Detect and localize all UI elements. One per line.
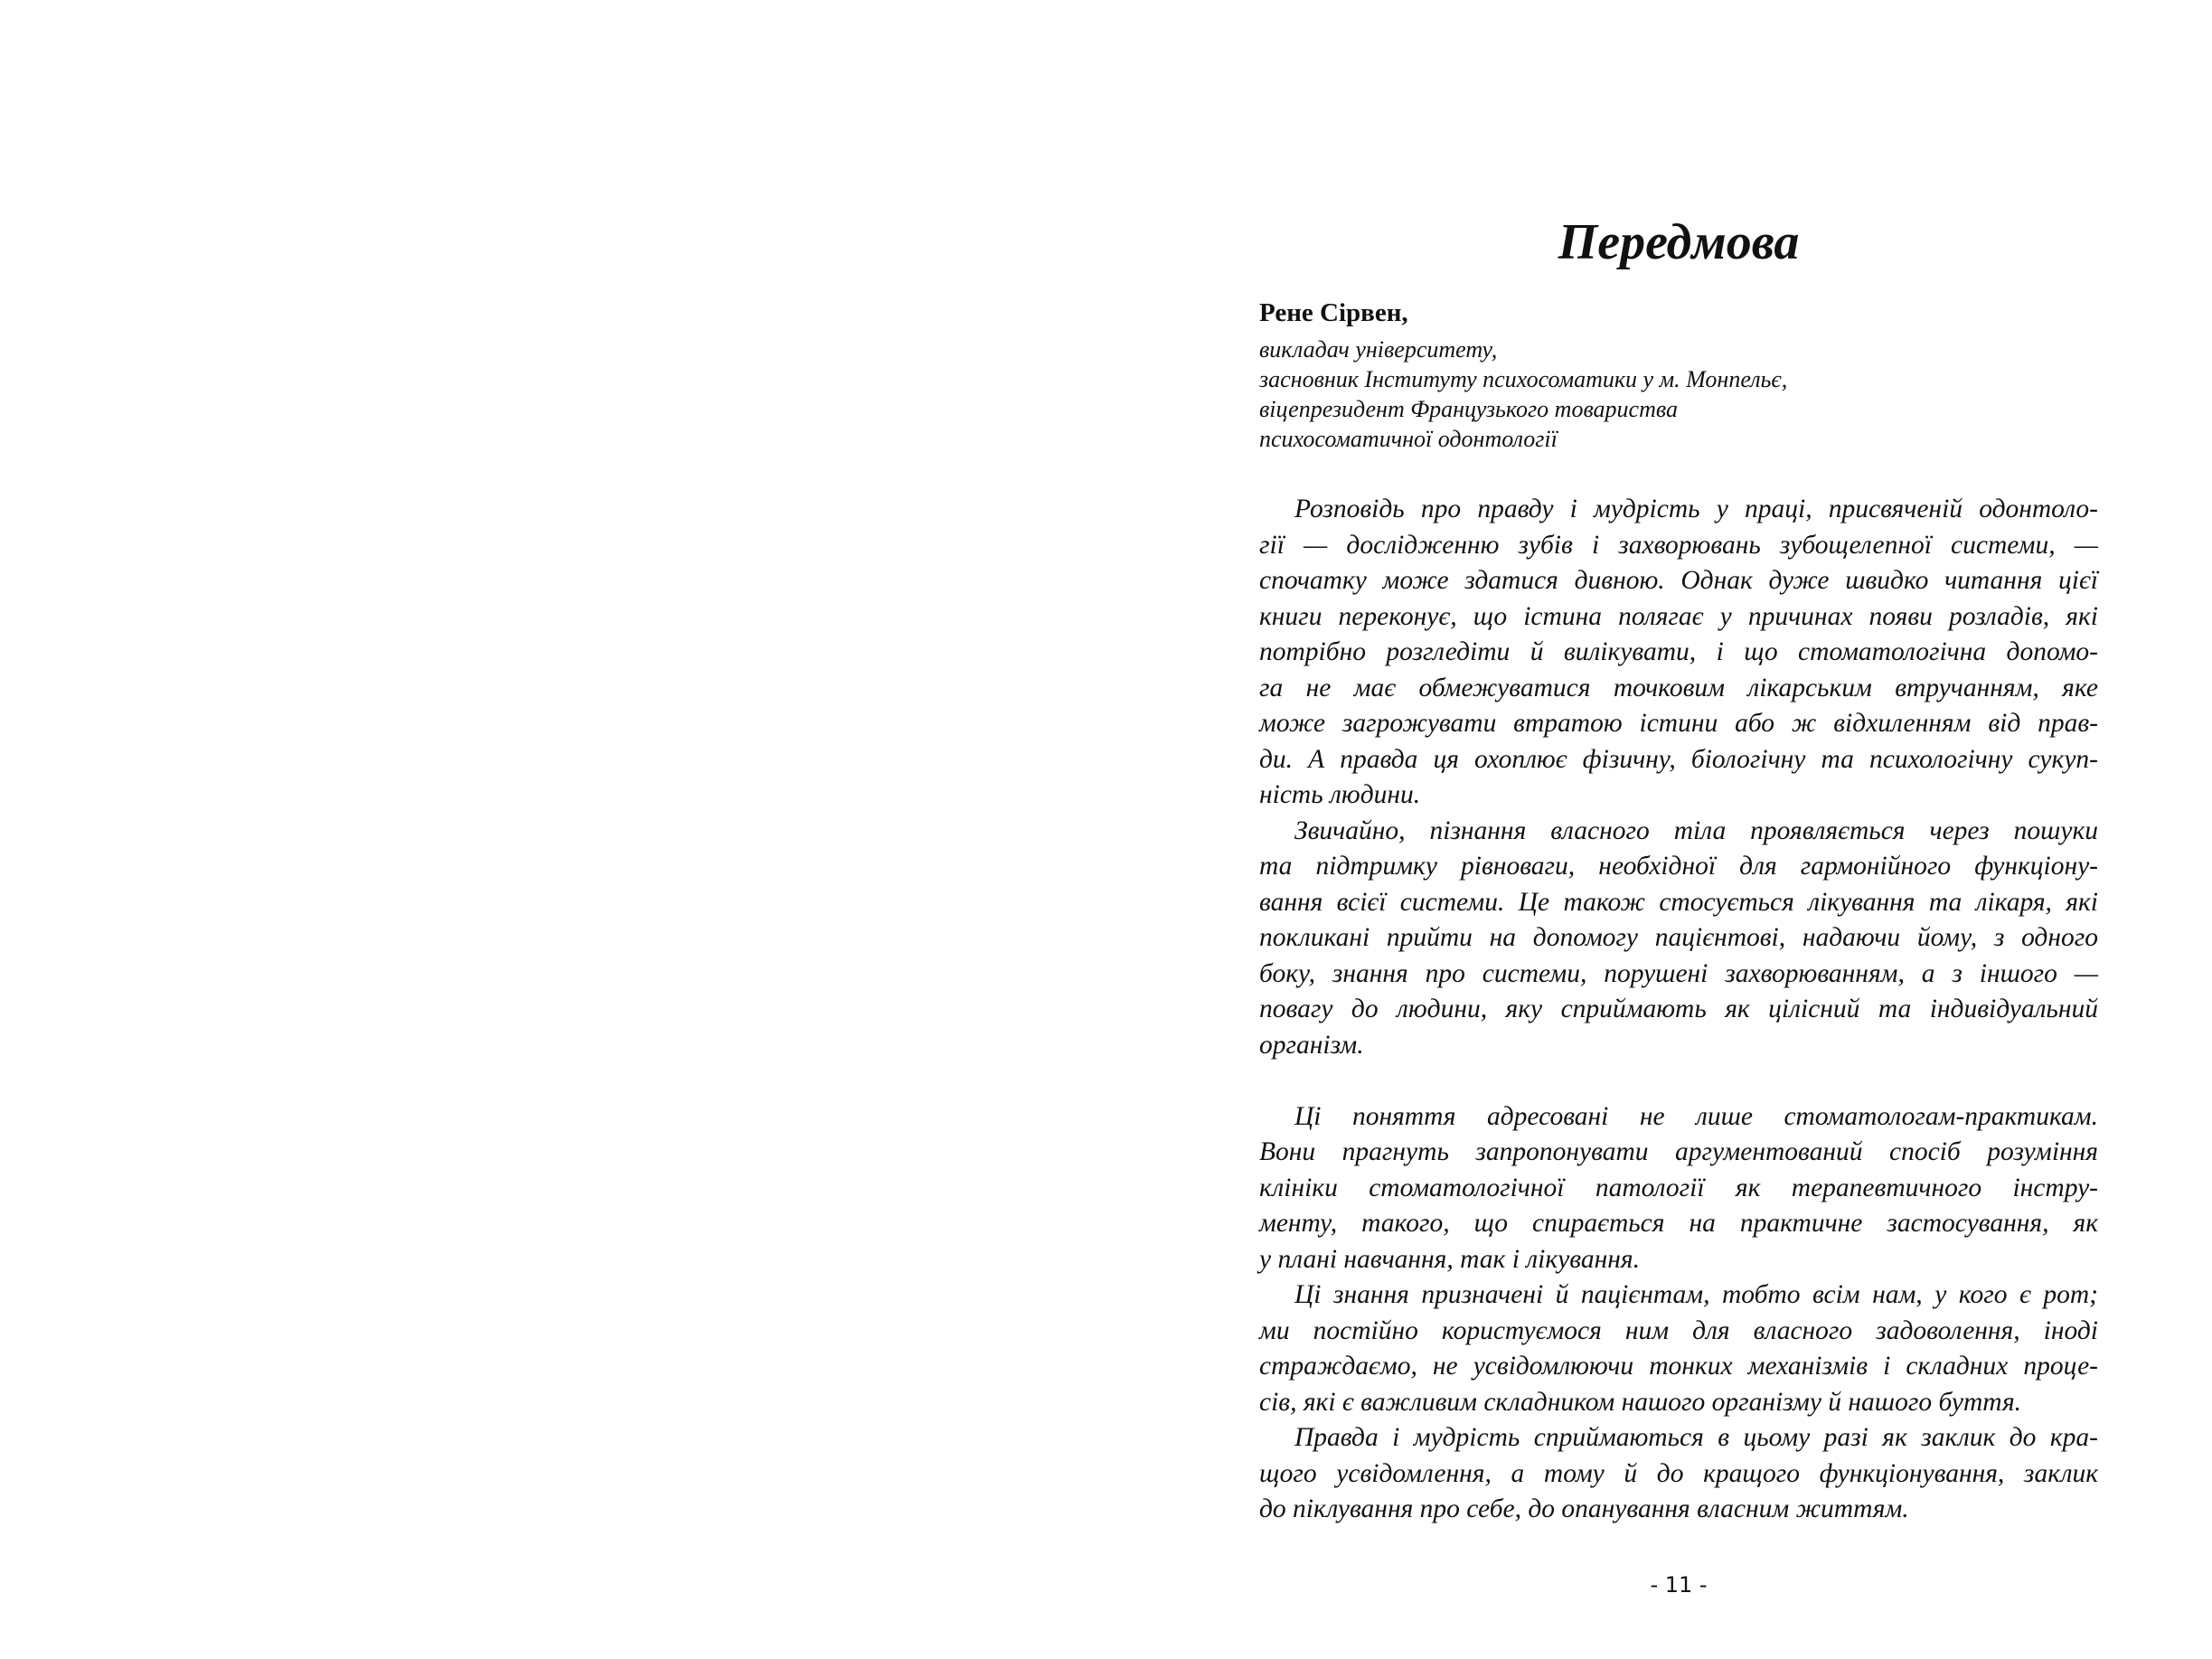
paragraph-line: спочатку може здатися дивною. Однак дуже швидко читання цієї xyxy=(1259,566,2098,595)
paragraph-line: ність людини. xyxy=(1259,780,1421,809)
paragraph-line: га не має обмежуватися точковим лікарським втручанням, яке xyxy=(1259,673,2098,702)
paragraph-line: у плані навчання, так і лікування. xyxy=(1259,1244,1640,1274)
paragraph-gap xyxy=(1259,1063,2098,1099)
paragraph-line: боку, знання про системи, порушені захворюванням, а з іншого — xyxy=(1259,958,2098,988)
paragraph-line: може загрожувати втратою істини або ж відхиленням від прав- xyxy=(1259,709,2098,738)
affiliation-line: викладач університету, xyxy=(1259,336,1498,363)
page-number: - 11 - xyxy=(1650,1572,1708,1598)
paragraph-line: Ці поняття адресовані не лише стоматологам-практикам. xyxy=(1294,1101,2098,1131)
paragraph-line: Розповідь про правду і мудрість у праці, присвяченій одонтоло- xyxy=(1294,495,2098,523)
paragraph-line: та підтримку рівноваги, необхідної для гармонійного функціону- xyxy=(1259,852,2098,881)
chapter-title: Передмова xyxy=(1558,214,1800,270)
paragraph-line: менту, такого, що спирається на практичне застосування, як xyxy=(1259,1209,2098,1238)
paragraph-line: вання всієї системи. Це також стосується лікування та лікаря, які xyxy=(1259,887,2098,917)
paragraph-line: страждаємо, не усвідомлюючи тонких механізмів і складних проце- xyxy=(1259,1352,2098,1381)
paragraph-line: ди. А правда ця охоплює фізичну, біологічну та психологічну сукуп- xyxy=(1259,744,2098,774)
paragraph-line: гії — дослідженню зубів і захворювань зубощелепної системи, — xyxy=(1259,530,2098,560)
author-name: Рене Сірвен, xyxy=(1259,298,1408,327)
paragraph xyxy=(1259,1420,2098,1528)
paragraph-line: потрібно розгледіти й вилікувати, і що стоматологічна допомо- xyxy=(1259,637,2098,666)
paragraph-line: організм. xyxy=(1259,1030,1364,1060)
affiliation-line: засновник Інституту психосоматики у м. Монпельє, xyxy=(1259,366,1788,392)
paragraph-line: повагу до людини, яку сприймають як цілісний та індивідуальний xyxy=(1259,994,2098,1023)
paragraph-line: сів, які є важливим складником нашого організму й нашого буття. xyxy=(1259,1387,2022,1417)
author-affiliation xyxy=(1259,335,1787,454)
paragraph-line: Звичайно, пізнання власного тіла проявляється через пошуки xyxy=(1294,815,2098,845)
paragraph-line: Вони прагнуть запропонувати аргументований спосіб розуміння xyxy=(1259,1137,2098,1166)
paragraph-line: ми постійно користуємося ним для власного задоволення, іноді xyxy=(1259,1315,2098,1345)
paragraph xyxy=(1259,1277,2098,1420)
affiliation-line: віцепрезидент Французького товариства xyxy=(1259,396,1678,422)
paragraph-line: книги переконує, що істина полягає у причинах появи розладів, які xyxy=(1259,601,2098,631)
affiliation-line: психосоматичної одонтології xyxy=(1259,426,1558,452)
paragraph-line: Ці знання призначені й пацієнтам, тобто всім нам, у кого є рот; xyxy=(1294,1280,2098,1309)
paragraph xyxy=(1259,1099,2098,1278)
paragraph-line: до піклування про себе, до опанування власним життям. xyxy=(1259,1494,1909,1523)
body-text xyxy=(1259,492,2098,1528)
paragraph-line: Правда і мудрість сприймаються в цьому разі як заклик до кра- xyxy=(1294,1423,2098,1452)
book-page-right xyxy=(1259,0,2098,1659)
paragraph-line: клініки стоматологічної патології як терапевтичного інстру- xyxy=(1259,1173,2098,1202)
paragraph-line: щого усвідомлення, а тому й до кращого функціонування, заклик xyxy=(1259,1458,2098,1488)
paragraph xyxy=(1259,814,2098,1064)
paragraph-line: покликані прийти на допомогу пацієнтові, надаючи йому, з одного xyxy=(1259,923,2098,952)
paragraph xyxy=(1259,492,2098,814)
